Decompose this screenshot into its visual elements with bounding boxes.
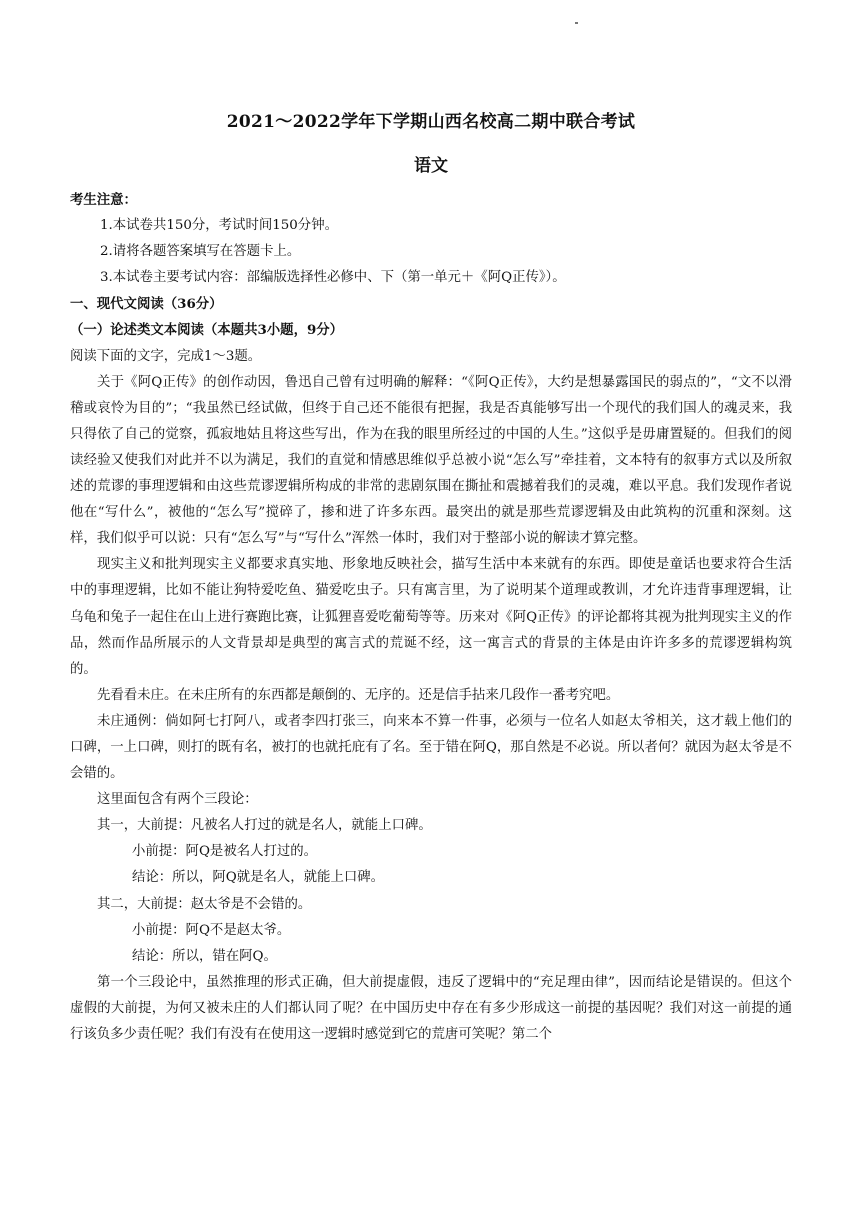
syllogism-2-conclusion: 结论：所以，错在阿Q。 <box>132 948 277 964</box>
subject-title: 语文 <box>414 156 448 176</box>
passage-paragraph-1: 关于《阿Q正传》的创作动因，鲁迅自己曾有过明确的解释：“《阿Q正传》，大约是想暴露国民的弱点的”，“文不以滑稽或哀怜为目的”；“我虽然已经试做，但终于自己还不能很有把握，我是否真能够写出一个现代的我们国人的魂灵来，我只得依了自己的觉察，孤寂地姑且将这些写出，作为在我的眼里所经过的中国的人生。”这似乎是毋庸置疑的。但我们的阅读经验又使我们对此并不以为满足，我们的直觉和情感思维似乎总被小说“怎么写”牵挂着，文本特有的叙事方式以及所叙述的荒谬的事理逻辑和由这些荒谬逻辑所构成的非常的悲剧氛围在撕扯和震撼着我们的灵魂，难以平息。我们发现作者说他在“写什么”，被他的“怎么写”搅碎了，掺和进了许多东西。最突出的就是那些荒谬逻辑及由此筑构的沉重和深刻。这样，我们似乎可以说：只有“怎么写”与“写什么”浑然一体时，我们对于整部小说的解读才算完整。 <box>70 374 792 547</box>
notice-item-1: 1.本试卷共150分，考试时间150分钟。 <box>100 218 338 234</box>
notice-item-2: 2.请将各题答案填写在答题卡上。 <box>100 244 301 260</box>
part-heading: （一）论述类文本阅读（本题共3小题，9分） <box>70 322 344 339</box>
passage-paragraph-5: 这里面包含有两个三段论： <box>97 792 258 808</box>
passage-paragraph-4: 未庄通例：倘如阿七打阿八，或者李四打张三，向来本不算一件事，必须与一位名人如赵太爷相关，这才载上他们的口碑，一上口碑，则打的既有名，被打的也就托庇有了名。至于错在阿Q，那自然是不必说。所以者何？就因为赵太爷是不会错的。 <box>70 713 792 782</box>
exam-title: 2021～2022学年下学期山西名校高二期中联合考试 <box>226 112 636 132</box>
syllogism-1-minor: 小前提：阿Q是被名人打过的。 <box>132 844 318 860</box>
syllogism-2-major: 其二，大前提：赵太爷是不会错的。 <box>97 896 312 912</box>
syllogism-1-major: 其一，大前提：凡被名人打过的就是名人，就能上口碑。 <box>97 818 432 834</box>
notice-heading: 考生注意： <box>70 192 137 208</box>
passage-paragraph-6: 第一个三段论中，虽然推理的形式正确，但大前提虚假，违反了逻辑中的“充足理由律”，因而结论是错误的。但这个虚假的大前提，为何又被未庄的人们都认同了呢？在中国历史中存在有多少形成这一前提的基因呢？我们对这一前提的通行该负多少责任呢？我们有没有在使用这一逻辑时感觉到它的荒唐可笑呢？第二个 <box>70 974 792 1042</box>
passage-paragraph-3: 先看看未庄。在未庄所有的东西都是颠倒的、无序的。还是信手拈来几段作一番考究吧。 <box>97 687 620 703</box>
page-mark-dot <box>575 22 578 24</box>
syllogism-2-minor: 小前提：阿Q不是赵太爷。 <box>132 922 291 938</box>
notice-item-3: 3.本试卷主要考试内容：部编版选择性必修中、下（第一单元＋《阿Q正传》）。 <box>100 270 566 286</box>
passage-paragraph-2: 现实主义和批判现实主义都要求真实地、形象地反映社会，描写生活中本来就有的东西。即使是童话也要求符合生活中的事理逻辑，比如不能让狗特爱吃鱼、猫爱吃虫子。只有寓言里，为了说明某个道理或教训，才允许违背事理逻辑，让乌龟和兔子一起住在山上进行赛跑比赛，让狐狸喜爱吃葡萄等等。历来对《阿Q正传》的评论都将其视为批判现实主义的作品，然而作品所展示的人文背景却是典型的寓言式的荒诞不经，这一寓言式的背景的主体是由许许多多的荒谬逻辑构筑的。 <box>70 557 792 677</box>
section-heading: 一、现代文阅读（36分） <box>70 296 223 313</box>
syllogism-1-conclusion: 结论：所以，阿Q就是名人，就能上口碑。 <box>132 870 385 886</box>
reading-instruction: 阅读下面的文字，完成1～3题。 <box>70 348 262 364</box>
exam-body <box>70 187 792 1048</box>
